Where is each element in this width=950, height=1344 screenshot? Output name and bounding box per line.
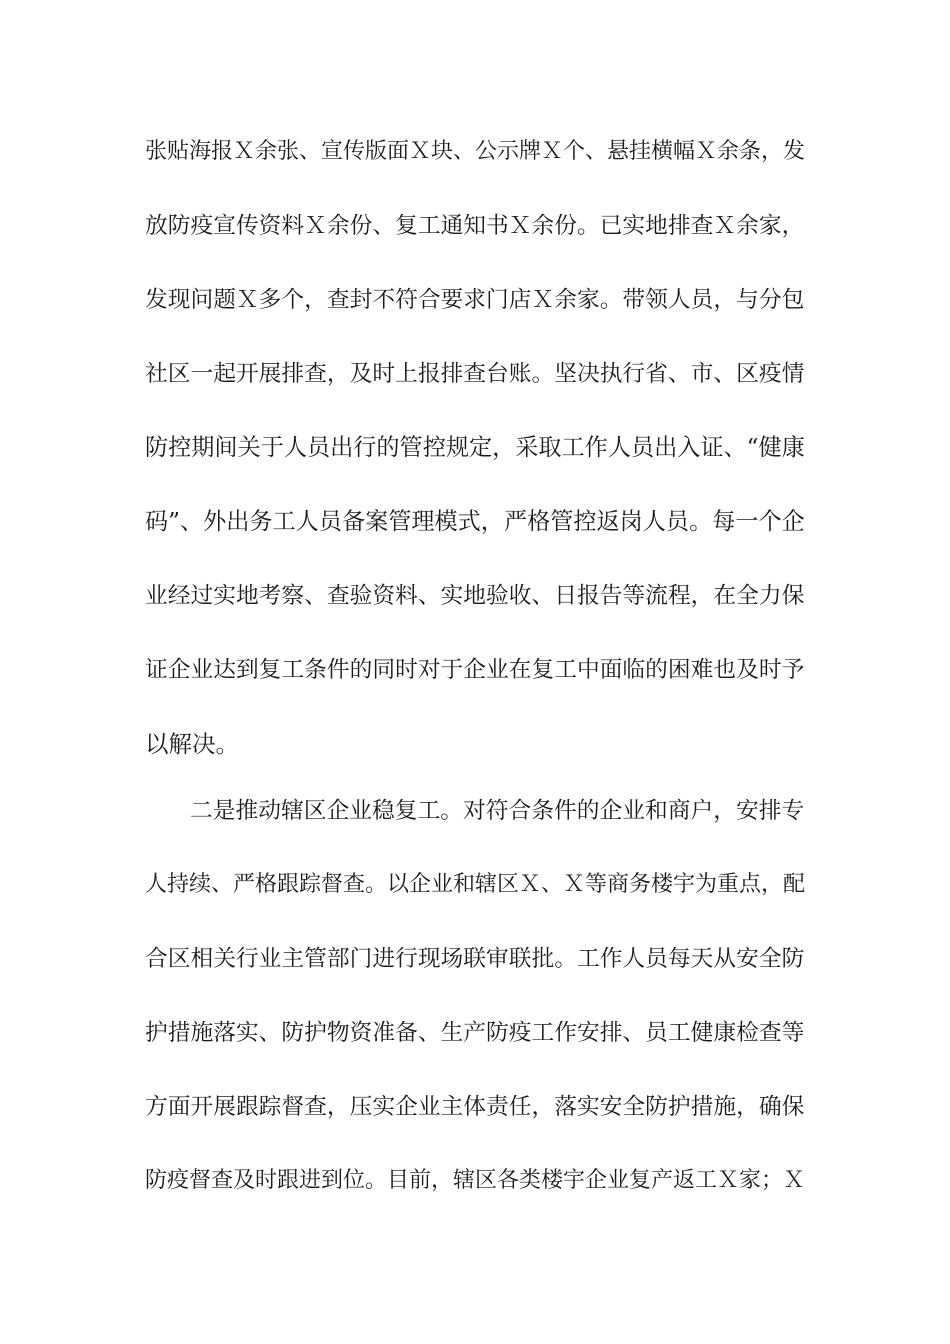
- text-line: 业经过实地考察、查验资料、实地验收、日报告等流程，在全力保: [145, 583, 805, 609]
- text-line: 防疫督查及时跟进到位。目前，辖区各类楼宇企业复产返工Ｘ家；Ｘ: [145, 1168, 806, 1193]
- text-line: 发现问题Ｘ多个，查封不符合要求门店Ｘ余家。带领人员，与分包: [145, 287, 805, 313]
- text-line: 社区一起开展排查，及时上报排查台账。坚决执行省、市、区疫情: [145, 361, 805, 387]
- text-line: 护措施落实、防护物资准备、生产防疫工作安排、员工健康检查等: [145, 1020, 805, 1046]
- text-line: 以解决。: [145, 730, 239, 758]
- text-line: 人持续、严格跟踪督查。以企业和辖区Ｘ、Ｘ等商务楼宇为重点，配: [145, 872, 806, 897]
- text-line: 放防疫宣传资料Ｘ余份、复工通知书Ｘ余份。已实地排查Ｘ余家，: [145, 213, 805, 239]
- text-line: 合区相关行业主管部门进行现场联审联批。工作人员每天从安全防: [145, 946, 805, 972]
- text-line: 防控期间关于人员出行的管控规定，采取工作人员出入证、“健康: [145, 435, 805, 461]
- text-line: 张贴海报Ｘ余张、宣传版面Ｘ块、公示牌Ｘ个、悬挂横幅Ｘ余条，发: [145, 139, 806, 164]
- text-line: 码”、外出务工人员备案管理模式，严格管控返岗人员。每一个企: [145, 509, 805, 535]
- text-line: 方面开展跟踪督查，压实企业主体责任，落实安全防护措施，确保: [145, 1094, 805, 1120]
- text-line: 证企业达到复工条件的同时对于企业在复工中面临的困难也及时予: [145, 657, 805, 683]
- paragraph-first-line: 二是推动辖区企业稳复工。对符合条件的企业和商户，安排专: [190, 798, 805, 824]
